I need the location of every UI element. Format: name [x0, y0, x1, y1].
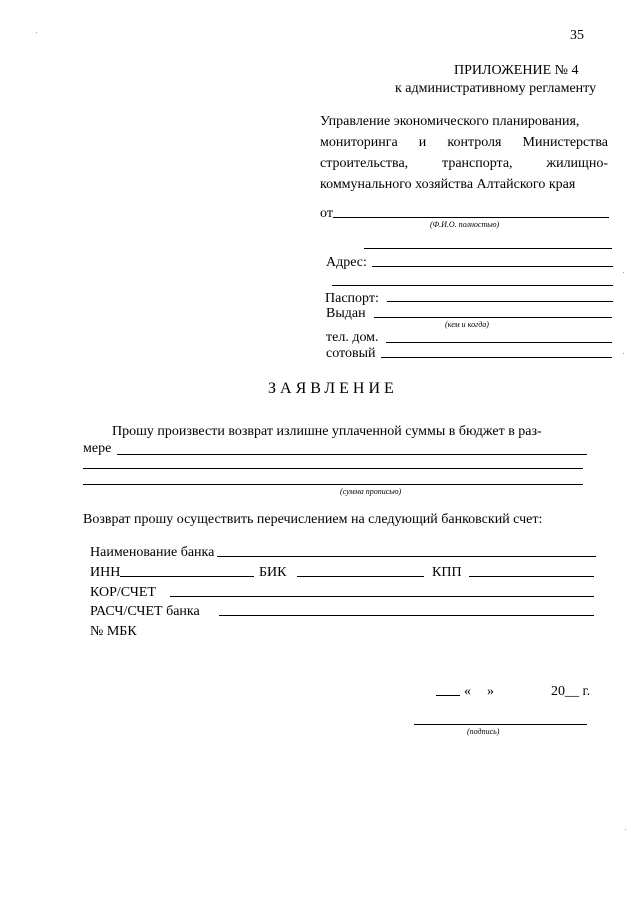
mobile-line[interactable]: [381, 357, 612, 358]
addressee-line-4: коммунального хозяйства Алтайского края: [320, 177, 576, 192]
bik-label: БИК: [259, 565, 287, 580]
from-line-2[interactable]: [364, 248, 612, 249]
addressee-line-2: мониторинга и контроля Министерства: [320, 135, 608, 150]
rasch-line[interactable]: [219, 615, 594, 616]
address-line-2[interactable]: [332, 285, 613, 286]
passport-label: Паспорт:: [325, 291, 379, 306]
mbk-label: № МБК: [90, 624, 137, 639]
appendix-subtitle: к административному регламенту: [395, 81, 597, 96]
issued-label: Выдан: [326, 306, 366, 321]
address-label: Адрес:: [326, 255, 367, 270]
fio-hint: (Ф.И.О. полностью): [430, 220, 500, 229]
bank-name-label: Наименование банка: [90, 545, 215, 560]
statement-title: ЗАЯВЛЕНИЕ: [268, 380, 398, 397]
date-open-quote: «: [464, 684, 471, 699]
day-line[interactable]: [436, 695, 460, 696]
bik-line[interactable]: [297, 576, 424, 577]
address-line-1[interactable]: [372, 266, 613, 267]
amount-line-3[interactable]: [83, 484, 583, 485]
amount-line-1[interactable]: [117, 454, 587, 455]
home-phone-label: тел. дом.: [326, 330, 379, 345]
passport-line[interactable]: [387, 301, 613, 302]
kor-label: КОР/СЧЕТ: [90, 585, 156, 600]
page-number: 35: [570, 28, 584, 43]
scan-speck: [625, 829, 626, 830]
issued-hint: (кем и когда): [445, 320, 489, 329]
inn-label: ИНН: [90, 565, 121, 580]
date-close-quote: »: [487, 684, 494, 699]
scan-speck: [623, 272, 624, 273]
amount-hint: (сумма прописью): [340, 487, 402, 496]
kor-line[interactable]: [170, 596, 594, 597]
scan-speck: [36, 32, 37, 33]
signature-line[interactable]: [414, 724, 587, 725]
mobile-label: сотовый: [326, 346, 376, 361]
fio-line[interactable]: [333, 217, 609, 218]
request-line-2: мере: [83, 441, 112, 456]
amount-line-2[interactable]: [83, 468, 583, 469]
from-label: от: [320, 206, 333, 221]
kpp-label: КПП: [432, 565, 462, 580]
date-year: 20__ г.: [551, 684, 591, 699]
bank-name-line[interactable]: [217, 556, 596, 557]
addressee-line-1: Управление экономического планирования,: [320, 114, 580, 129]
appendix-title: ПРИЛОЖЕНИЕ № 4: [454, 63, 579, 78]
inn-line[interactable]: [120, 576, 254, 577]
addressee-line-3: строительства, транспорта, жилищно-: [320, 156, 608, 171]
signature-hint: (подпись): [467, 727, 500, 736]
home-phone-line[interactable]: [386, 342, 612, 343]
scan-speck: [623, 353, 624, 354]
issued-line[interactable]: [374, 317, 612, 318]
rasch-label: РАСЧ/СЧЕТ банка: [90, 604, 200, 619]
request-line-1: Прошу произвести возврат излишне уплаченной суммы в бюджет в раз-: [112, 424, 542, 439]
kpp-line[interactable]: [469, 576, 594, 577]
transfer-text: Возврат прошу осуществить перечислением на следующий банковский счет:: [83, 512, 543, 527]
